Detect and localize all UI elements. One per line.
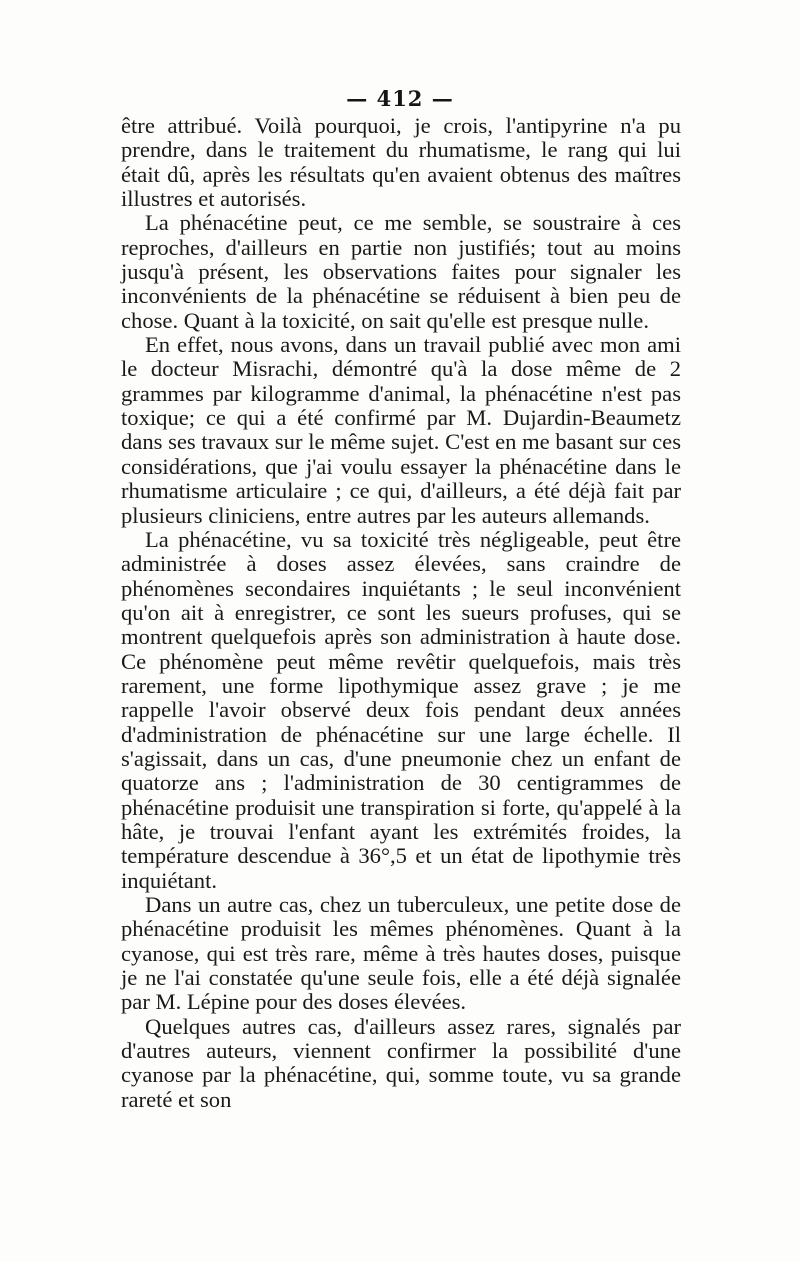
paragraph-6: Quelques autres cas, d'ailleurs assez rares, signalés par d'autres auteurs, viennent confirmer la possibilité d'une cyanose par la phénacétine, qui, somme toute, vu sa grande rareté et son bbox=[121, 1013, 681, 1112]
paragraph-5: Dans un autre cas, chez un tuberculeux, une petite dose de phénacétine produisit les mêmes phénomènes. Quant à la cyanose, qui est très rare, même à très hautes doses, puisque je ne l'ai constatée qu'une seule fois, elle a été déjà signalée par M. Lépine pour des doses élevées. bbox=[121, 892, 681, 1015]
paragraph-2: La phénacétine peut, ce me semble, se soustraire à ces reproches, d'ailleurs en partie non justifiés; tout au moins jusqu'à présent, les observations faites pour signaler les inconvénients de la phénacétine se réduisent à bien peu de chose. Quant à la toxicité, on sait qu'elle est presque nulle. bbox=[121, 210, 681, 333]
paragraph-1: être attribué. Voilà pourquoi, je crois, l'antipyrine n'a pu prendre, dans le traitement du rhumatisme, le rang qui lui était dû, après les résultats qu'en avaient obtenus des maîtres illustres et autorisés. bbox=[121, 113, 681, 212]
paragraph-4: La phénacétine, vu sa toxicité très négligeable, peut être administrée à doses assez élevées, sans craindre de phénomènes secondaires inquiétants ; le seul inconvénient qu'on ait à enregistrer, ce sont les sueurs profuses, qui se montrent quelquefois après son administration à haute dose. Ce phénomène peut même revêtir quelquefois, mais très rarement, une forme lipothymique assez grave ; je me rappelle l'avoir observé deux fois pendant deux années d'administration de phénacétine sur une large échelle. Il s'agissait, dans un cas, d'une pneumonie chez un enfant de quatorze ans ; l'administration de 30 centigrammes de phénacétine produisit une transpiration si forte, qu'appelé à la hâte, je trouvai l'enfant ayant les extrémités froides, la température descendue à 36°,5 et un état de lipothymie très inquiétant. bbox=[121, 526, 681, 893]
body-text bbox=[121, 114, 681, 1112]
paragraph-3: En effet, nous avons, dans un travail publié avec mon ami le docteur Misrachi, démontré qu'à la dose même de 2 grammes par kilogramme d'animal, la phénacétine n'est pas toxique; ce qui a été confirmé par M. Dujardin-Beaumetz dans ses travaux sur le même sujet. C'est en me basant sur ces considérations, que j'ai voulu essayer la phénacétine dans le rhumatisme articulaire ; ce qui, d'ailleurs, a été déjà fait par plusieurs cliniciens, entre autres par les auteurs allemands. bbox=[121, 332, 681, 528]
page-number: — 412 — bbox=[346, 86, 454, 111]
